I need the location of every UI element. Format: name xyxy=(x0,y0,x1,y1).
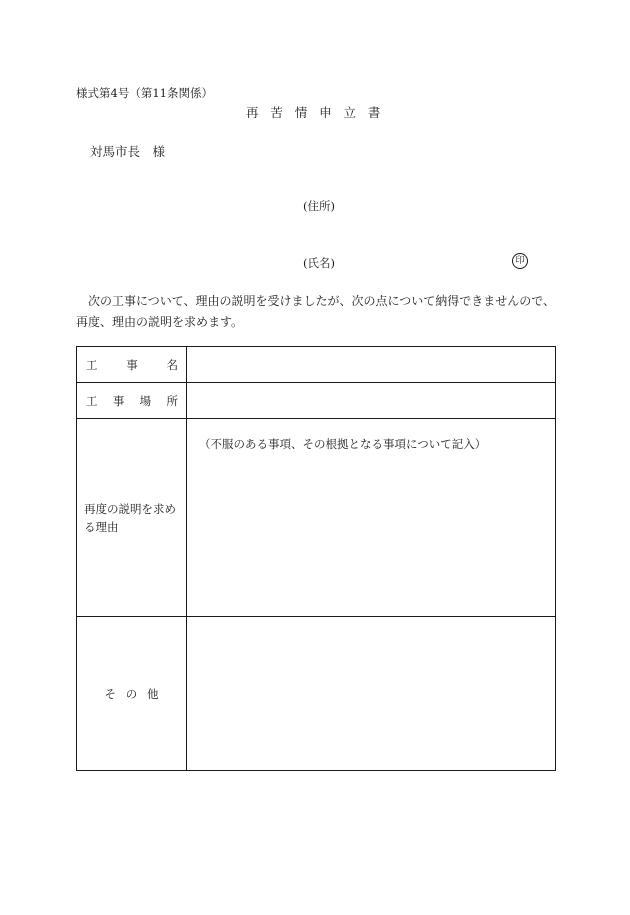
label-char: 所 xyxy=(166,393,178,408)
label-char: 事 xyxy=(112,393,125,408)
label-char: 工 xyxy=(86,393,98,408)
request-statement: 次の工事について、理由の説明を受けましたが、次の点について納得できませんので、再度、理由の説明を求めます。 xyxy=(76,294,556,329)
addressee: 対馬市長 様 xyxy=(90,144,166,159)
row-label-construction-site xyxy=(77,383,187,419)
seal-mark-icon: 印 xyxy=(512,253,528,269)
label-char: 事 xyxy=(126,357,138,372)
reason-label-text: 再度の説明を求める理由 xyxy=(84,501,176,534)
label-char: の xyxy=(125,686,138,701)
name-label: (氏名) xyxy=(303,256,335,270)
row-label-construction-name xyxy=(77,347,187,383)
reason-hint: （不服のある事項、その根拠となる事項について記入） xyxy=(199,437,487,451)
label-char: 他 xyxy=(147,686,159,701)
document-title: 再苦情申立書 xyxy=(246,105,393,120)
table-row-other xyxy=(77,617,556,771)
address-label: (住所) xyxy=(303,199,335,213)
table-row-construction-name xyxy=(77,347,556,383)
label-char: 場 xyxy=(139,393,152,408)
row-label-other xyxy=(77,617,187,771)
label-char: そ xyxy=(104,686,116,701)
table-row-reason xyxy=(77,419,556,617)
form-number: 様式第4号（第11条関係） xyxy=(76,86,213,100)
construction-site-field[interactable] xyxy=(187,383,556,419)
row-label-reason xyxy=(77,419,187,617)
other-field[interactable] xyxy=(187,617,556,771)
construction-name-field[interactable] xyxy=(187,347,556,383)
label-char: 工 xyxy=(86,357,98,372)
form-table xyxy=(76,346,556,771)
reason-field[interactable] xyxy=(187,419,556,617)
table-row-construction-site xyxy=(77,383,556,419)
label-char: 名 xyxy=(166,357,178,372)
